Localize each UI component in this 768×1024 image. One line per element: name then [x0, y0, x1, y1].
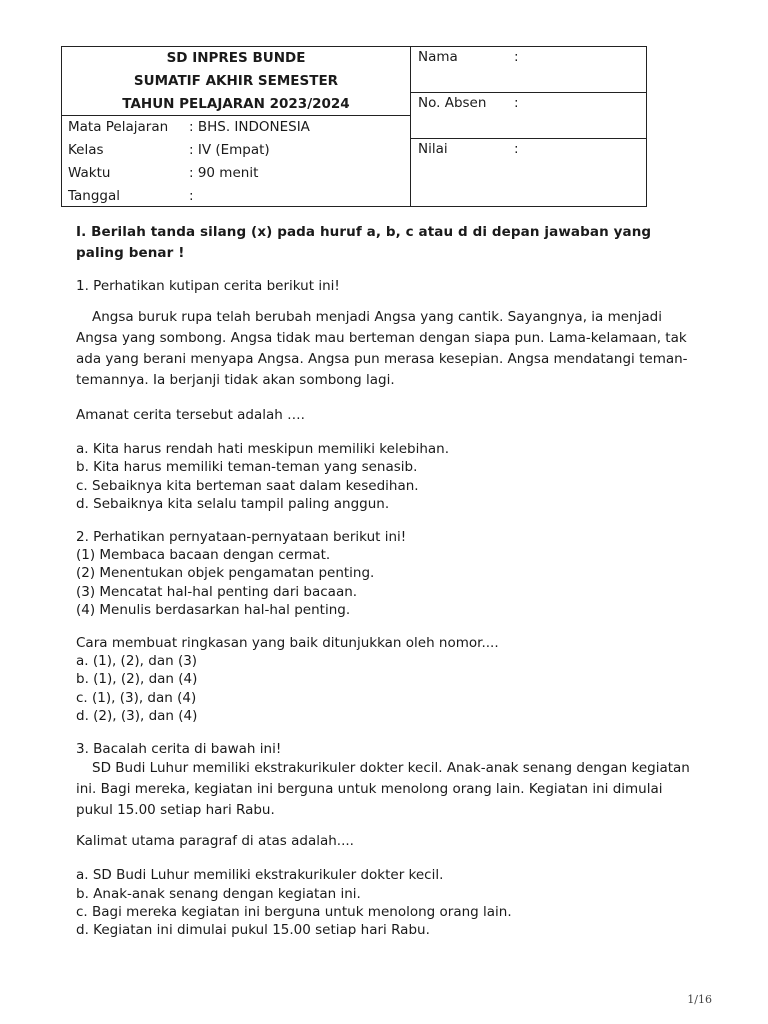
- exam-info-column: [62, 47, 411, 206]
- q2-question: Cara membuat ringkasan yang baik ditunjukkan oleh nomor....: [76, 634, 499, 651]
- section-instruction: I. Berilah tanda silang (x) pada huruf a, b, c atau d di depan jawaban yang paling benar !: [76, 224, 652, 261]
- exam-name: SUMATIF AKHIR SEMESTER: [133, 73, 339, 89]
- question-content: [76, 222, 690, 940]
- option-item[interactable]: b. Kita harus memiliki teman-teman yang senasib.: [76, 459, 418, 476]
- q3-options: [76, 866, 690, 940]
- q3-question: Kalimat utama paragraf di atas adalah....: [76, 833, 354, 850]
- score-field[interactable]: [411, 139, 646, 206]
- field-colon: :: [514, 95, 519, 111]
- info-value: :: [189, 188, 194, 204]
- exam-header-table: [61, 46, 647, 207]
- info-row-subject: [62, 116, 410, 139]
- field-colon: :: [514, 141, 519, 157]
- option-item[interactable]: c. (1), (3), dan (4): [76, 689, 197, 706]
- q1-options: [76, 440, 690, 514]
- info-value: : 90 menit: [189, 165, 259, 181]
- info-row-date: [62, 185, 410, 208]
- q2-block: [76, 528, 690, 620]
- q3-passage: SD Budi Luhur memiliki ekstrakurikuler dokter kecil. Anak-anak senang dengan kegiatan ini. Bagi mereka, kegiatan ini berguna untuk menolong orang lain. Kegiatan ini dimulai pukul 15.00 setiap hari Rabu.: [76, 760, 690, 819]
- option-item[interactable]: a. (1), (2), dan (3): [76, 653, 198, 670]
- student-fields-column: [411, 47, 646, 206]
- statement-item: (4) Menulis berdasarkan hal-hal penting.: [76, 602, 351, 619]
- info-label: Tanggal: [68, 188, 121, 204]
- info-row-class: [62, 139, 410, 162]
- info-value: : BHS. INDONESIA: [189, 119, 310, 135]
- option-item[interactable]: d. Kegiatan ini dimulai pukul 15.00 setiap hari Rabu.: [76, 922, 430, 939]
- option-item[interactable]: d. Sebaiknya kita selalu tampil paling anggun.: [76, 496, 390, 513]
- page-number: 1/16: [687, 993, 712, 1006]
- q2-prompt: 2. Perhatikan pernyataan-pernyataan berikut ini!: [76, 528, 407, 545]
- option-item[interactable]: c. Bagi mereka kegiatan ini berguna untuk menolong orang lain.: [76, 903, 512, 920]
- option-item[interactable]: a. SD Budi Luhur memiliki ekstrakurikuler dokter kecil.: [76, 867, 444, 884]
- option-item[interactable]: b. (1), (2), dan (4): [76, 671, 198, 688]
- info-value: : IV (Empat): [189, 142, 270, 158]
- name-field[interactable]: [411, 47, 646, 93]
- q1-passage: Angsa buruk rupa telah berubah menjadi Angsa yang cantik. Sayangnya, ia menjadi Angsa yang sombong. Angsa tidak mau berteman dengan siapa pun. Lama-kelamaan, tak ada yang berani menyapa Angsa. Angsa pun merasa kesepian. Angsa mendatangi teman-temannya. Ia berjanji tidak akan sombong lagi.: [76, 309, 688, 388]
- field-label: Nilai: [418, 141, 448, 157]
- q3-prompt: 3. Bacalah cerita di bawah ini!: [76, 740, 282, 757]
- absen-field[interactable]: [411, 93, 646, 139]
- field-label: No. Absen: [418, 95, 487, 111]
- q2-options: [76, 634, 690, 726]
- option-item[interactable]: b. Anak-anak senang dengan kegiatan ini.: [76, 885, 361, 902]
- q1-question: Amanat cerita tersebut adalah ….: [76, 407, 305, 423]
- field-colon: :: [514, 49, 519, 65]
- option-item[interactable]: a. Kita harus rendah hati meskipun memiliki kelebihan.: [76, 441, 449, 457]
- option-item[interactable]: d. (2), (3), dan (4): [76, 708, 198, 725]
- q1-prompt: 1. Perhatikan kutipan cerita berikut ini!: [76, 278, 340, 294]
- statement-item: (1) Membaca bacaan dengan cermat.: [76, 547, 331, 564]
- school-name: SD INPRES BUNDE: [166, 50, 306, 66]
- academic-year: TAHUN PELAJARAN 2023/2024: [122, 96, 350, 112]
- field-label: Nama: [418, 49, 458, 65]
- info-label: Waktu: [68, 165, 111, 181]
- exam-title-block: [62, 47, 410, 116]
- statement-item: (3) Mencatat hal-hal penting dari bacaan.: [76, 583, 358, 600]
- info-label: Kelas: [68, 142, 104, 158]
- option-item[interactable]: c. Sebaiknya kita berteman saat dalam kesedihan.: [76, 477, 419, 494]
- statement-item: (2) Menentukan objek pengamatan penting.: [76, 565, 375, 582]
- info-label: Mata Pelajaran: [68, 119, 169, 135]
- info-row-time: [62, 162, 410, 185]
